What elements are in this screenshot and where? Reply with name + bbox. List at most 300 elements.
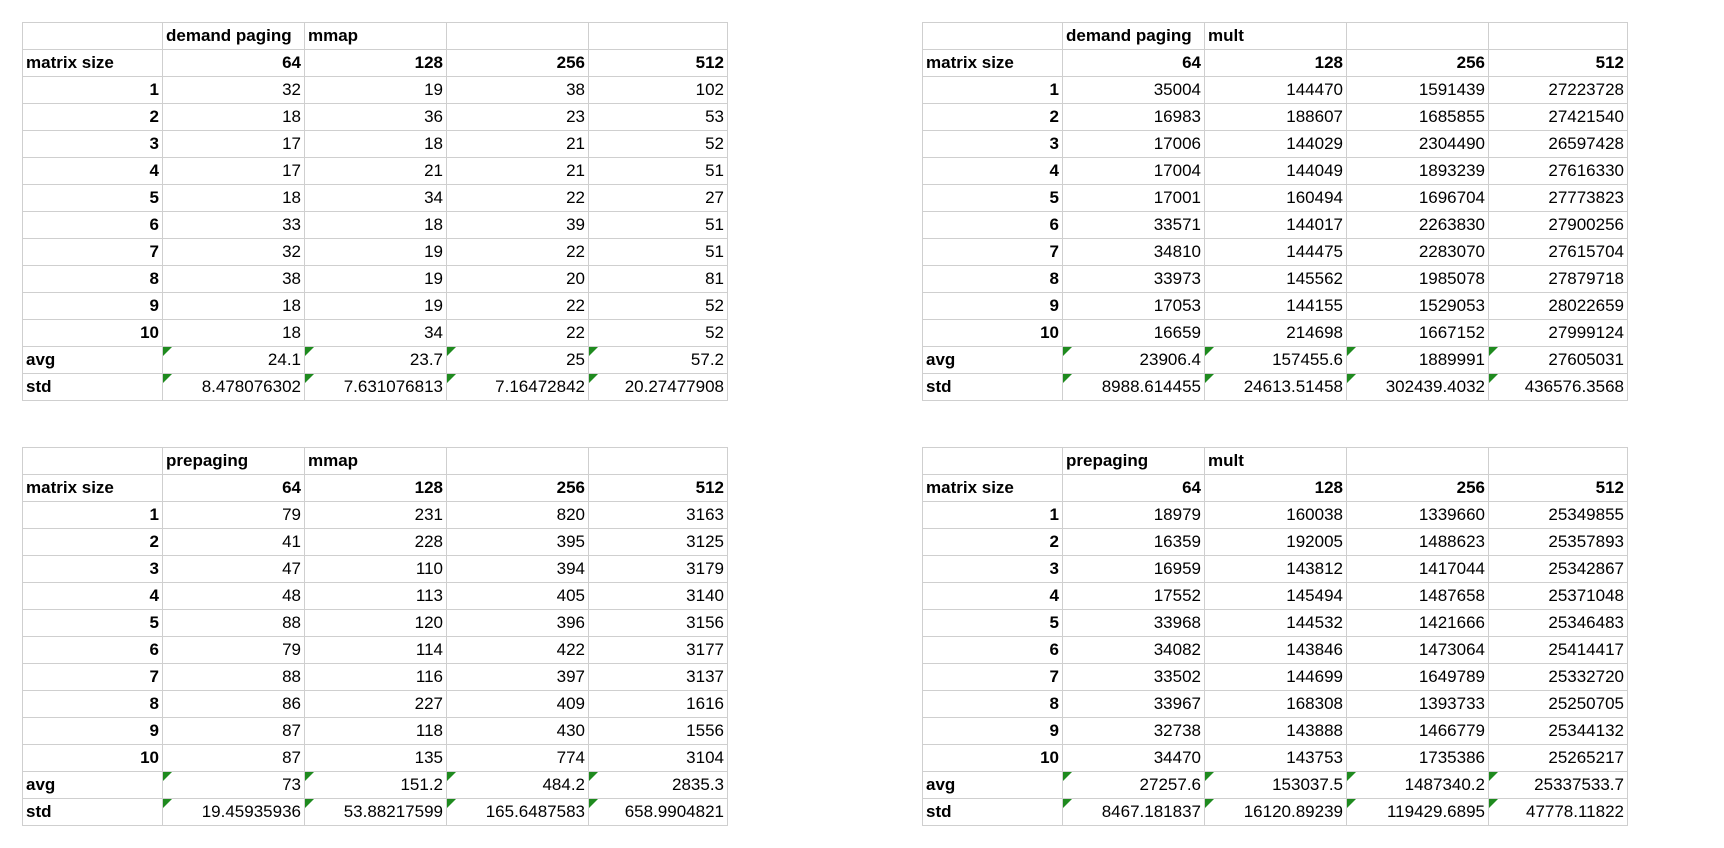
stat-value-cell[interactable]: 157455.6	[1205, 347, 1347, 374]
stat-label-cell[interactable]: avg	[23, 772, 163, 799]
data-cell[interactable]: 160038	[1205, 502, 1347, 529]
data-cell[interactable]: 1667152	[1347, 320, 1489, 347]
data-cell[interactable]: 27	[589, 185, 728, 212]
size-label-cell[interactable]: matrix size	[923, 50, 1063, 77]
data-cell[interactable]: 3163	[589, 502, 728, 529]
stat-value-cell[interactable]: 7.631076813	[305, 374, 447, 401]
stat-value-cell[interactable]: 484.2	[447, 772, 589, 799]
label-cell[interactable]: mmap	[305, 23, 447, 50]
data-cell[interactable]: 3137	[589, 664, 728, 691]
data-cell[interactable]: 33967	[1063, 691, 1205, 718]
run-index-cell[interactable]: 1	[23, 502, 163, 529]
label-row	[23, 23, 728, 50]
run-index-cell[interactable]: 8	[923, 266, 1063, 293]
stat-label-cell[interactable]: std	[23, 374, 163, 401]
data-cell[interactable]: 33973	[1063, 266, 1205, 293]
data-cell[interactable]: 22	[447, 293, 589, 320]
run-index-cell[interactable]: 10	[23, 745, 163, 772]
label-cell[interactable]	[923, 448, 1063, 475]
size-header-cell[interactable]: 64	[1063, 50, 1205, 77]
data-cell[interactable]: 160494	[1205, 185, 1347, 212]
label-cell[interactable]	[1347, 448, 1489, 475]
data-cell[interactable]: 25332720	[1489, 664, 1628, 691]
data-cell[interactable]: 1487658	[1347, 583, 1489, 610]
stat-value-cell[interactable]: 23906.4	[1063, 347, 1205, 374]
data-cell[interactable]: 144532	[1205, 610, 1347, 637]
data-cell[interactable]: 88	[163, 664, 305, 691]
table-row	[923, 691, 1628, 718]
data-cell[interactable]: 38	[447, 77, 589, 104]
run-index-cell[interactable]: 9	[923, 718, 1063, 745]
run-index-cell[interactable]: 10	[923, 745, 1063, 772]
data-cell[interactable]: 87	[163, 718, 305, 745]
run-index-cell[interactable]: 9	[923, 293, 1063, 320]
label-cell[interactable]: prepaging	[163, 448, 305, 475]
data-cell[interactable]: 1696704	[1347, 185, 1489, 212]
data-cell[interactable]: 114	[305, 637, 447, 664]
data-cell[interactable]: 47	[163, 556, 305, 583]
run-index-cell[interactable]: 6	[23, 637, 163, 664]
run-index-cell[interactable]: 7	[923, 239, 1063, 266]
data-cell[interactable]: 21	[447, 131, 589, 158]
data-cell[interactable]: 143812	[1205, 556, 1347, 583]
data-cell[interactable]: 18	[163, 185, 305, 212]
stat-value-cell[interactable]: 24613.51458	[1205, 374, 1347, 401]
data-cell[interactable]: 1685855	[1347, 104, 1489, 131]
stat-value-cell[interactable]: 8988.614455	[1063, 374, 1205, 401]
stat-value-cell[interactable]: 16120.89239	[1205, 799, 1347, 826]
table-row	[23, 583, 728, 610]
run-index-cell[interactable]: 7	[23, 664, 163, 691]
label-cell[interactable]	[589, 448, 728, 475]
data-cell[interactable]: 102	[589, 77, 728, 104]
data-cell[interactable]: 143846	[1205, 637, 1347, 664]
data-cell[interactable]: 33	[163, 212, 305, 239]
size-header-cell[interactable]: 256	[447, 475, 589, 502]
data-cell[interactable]: 396	[447, 610, 589, 637]
data-cell[interactable]: 118	[305, 718, 447, 745]
data-cell[interactable]: 35004	[1063, 77, 1205, 104]
size-header-cell[interactable]: 256	[1347, 475, 1489, 502]
data-cell[interactable]: 18979	[1063, 502, 1205, 529]
data-cell[interactable]: 27223728	[1489, 77, 1628, 104]
stat-value-cell[interactable]: 25337533.7	[1489, 772, 1628, 799]
stat-value-cell[interactable]: 19.45935936	[163, 799, 305, 826]
run-index-cell[interactable]: 7	[23, 239, 163, 266]
data-cell[interactable]: 397	[447, 664, 589, 691]
label-cell[interactable]: mmap	[305, 448, 447, 475]
stat-value-cell[interactable]: 1889991	[1347, 347, 1489, 374]
stat-label-cell[interactable]: std	[923, 799, 1063, 826]
data-cell[interactable]: 422	[447, 637, 589, 664]
data-cell[interactable]: 18	[305, 131, 447, 158]
data-cell[interactable]: 1649789	[1347, 664, 1489, 691]
label-cell[interactable]: mult	[1205, 23, 1347, 50]
table-row	[923, 718, 1628, 745]
run-index-cell[interactable]: 5	[23, 185, 163, 212]
data-cell[interactable]: 2283070	[1347, 239, 1489, 266]
data-cell[interactable]: 1473064	[1347, 637, 1489, 664]
data-cell[interactable]: 19	[305, 266, 447, 293]
data-cell[interactable]: 26597428	[1489, 131, 1628, 158]
data-cell[interactable]: 28022659	[1489, 293, 1628, 320]
data-cell[interactable]: 22	[447, 320, 589, 347]
data-cell[interactable]: 145562	[1205, 266, 1347, 293]
data-cell[interactable]: 1417044	[1347, 556, 1489, 583]
size-header-cell[interactable]: 128	[305, 50, 447, 77]
data-cell[interactable]: 1421666	[1347, 610, 1489, 637]
data-cell[interactable]: 51	[589, 158, 728, 185]
stat-label-cell[interactable]: avg	[923, 772, 1063, 799]
data-cell[interactable]: 2263830	[1347, 212, 1489, 239]
data-cell[interactable]: 27616330	[1489, 158, 1628, 185]
size-label-cell[interactable]: matrix size	[23, 50, 163, 77]
data-cell[interactable]: 17004	[1063, 158, 1205, 185]
run-index-cell[interactable]: 2	[923, 529, 1063, 556]
data-cell[interactable]: 405	[447, 583, 589, 610]
run-index-cell[interactable]: 9	[23, 718, 163, 745]
table-row	[23, 502, 728, 529]
run-index-cell[interactable]: 4	[923, 583, 1063, 610]
data-cell[interactable]: 143888	[1205, 718, 1347, 745]
label-cell[interactable]	[589, 23, 728, 50]
data-cell[interactable]: 110	[305, 556, 447, 583]
stat-label-cell[interactable]: std	[23, 799, 163, 826]
data-cell[interactable]: 41	[163, 529, 305, 556]
data-cell[interactable]: 144470	[1205, 77, 1347, 104]
run-index-cell[interactable]: 1	[23, 77, 163, 104]
table-row	[23, 610, 728, 637]
stat-value-cell[interactable]: 151.2	[305, 772, 447, 799]
run-index-cell[interactable]: 4	[23, 158, 163, 185]
table-row	[23, 529, 728, 556]
table-row	[23, 131, 728, 158]
data-cell[interactable]: 144049	[1205, 158, 1347, 185]
run-index-cell[interactable]: 3	[923, 556, 1063, 583]
run-index-cell[interactable]: 8	[23, 266, 163, 293]
size-header-cell[interactable]: 512	[1489, 50, 1628, 77]
data-cell[interactable]: 17001	[1063, 185, 1205, 212]
data-cell[interactable]: 17	[163, 131, 305, 158]
size-header-row	[923, 475, 1628, 502]
table-row	[23, 718, 728, 745]
data-cell[interactable]: 79	[163, 502, 305, 529]
stat-value-cell[interactable]: 8.478076302	[163, 374, 305, 401]
data-cell[interactable]: 86	[163, 691, 305, 718]
data-cell[interactable]: 18	[163, 104, 305, 131]
stat-value-cell[interactable]: 25	[447, 347, 589, 374]
data-cell[interactable]: 135	[305, 745, 447, 772]
stat-value-cell[interactable]: 20.27477908	[589, 374, 728, 401]
stat-label-cell[interactable]: avg	[23, 347, 163, 374]
data-cell[interactable]: 228	[305, 529, 447, 556]
data-cell[interactable]: 27879718	[1489, 266, 1628, 293]
stat-value-cell[interactable]: 27605031	[1489, 347, 1628, 374]
size-header-cell[interactable]: 512	[589, 475, 728, 502]
run-index-cell[interactable]: 5	[23, 610, 163, 637]
data-cell[interactable]: 32	[163, 77, 305, 104]
data-cell[interactable]: 25349855	[1489, 502, 1628, 529]
size-header-cell[interactable]: 64	[1063, 475, 1205, 502]
label-cell[interactable]: prepaging	[1063, 448, 1205, 475]
size-header-cell[interactable]: 64	[163, 50, 305, 77]
stat-value-cell[interactable]: 53.88217599	[305, 799, 447, 826]
data-cell[interactable]: 394	[447, 556, 589, 583]
data-cell[interactable]: 168308	[1205, 691, 1347, 718]
data-cell[interactable]: 19	[305, 293, 447, 320]
data-cell[interactable]: 22	[447, 239, 589, 266]
label-cell[interactable]	[23, 448, 163, 475]
label-cell[interactable]	[447, 23, 589, 50]
stat-value-cell[interactable]: 658.9904821	[589, 799, 728, 826]
data-cell[interactable]: 33502	[1063, 664, 1205, 691]
data-cell[interactable]: 25250705	[1489, 691, 1628, 718]
data-cell[interactable]: 27421540	[1489, 104, 1628, 131]
label-cell[interactable]	[447, 448, 589, 475]
data-cell[interactable]: 820	[447, 502, 589, 529]
label-cell[interactable]: mult	[1205, 448, 1347, 475]
data-cell[interactable]: 1339660	[1347, 502, 1489, 529]
run-index-cell[interactable]: 2	[923, 104, 1063, 131]
label-cell[interactable]: demand paging	[1063, 23, 1205, 50]
run-index-cell[interactable]: 9	[23, 293, 163, 320]
data-cell[interactable]: 39	[447, 212, 589, 239]
data-cell[interactable]: 17006	[1063, 131, 1205, 158]
data-cell[interactable]: 25357893	[1489, 529, 1628, 556]
data-cell[interactable]: 23	[447, 104, 589, 131]
data-cell[interactable]: 38	[163, 266, 305, 293]
stat-value-cell[interactable]: 23.7	[305, 347, 447, 374]
data-cell[interactable]: 227	[305, 691, 447, 718]
data-cell[interactable]: 88	[163, 610, 305, 637]
data-cell[interactable]: 214698	[1205, 320, 1347, 347]
stat-value-cell[interactable]: 24.1	[163, 347, 305, 374]
data-cell[interactable]: 145494	[1205, 583, 1347, 610]
label-cell[interactable]	[23, 23, 163, 50]
data-cell[interactable]: 27615704	[1489, 239, 1628, 266]
data-cell[interactable]: 16359	[1063, 529, 1205, 556]
run-index-cell[interactable]: 3	[23, 556, 163, 583]
run-index-cell[interactable]: 6	[923, 637, 1063, 664]
label-cell[interactable]	[1347, 23, 1489, 50]
stat-value-cell[interactable]: 57.2	[589, 347, 728, 374]
run-index-cell[interactable]: 10	[23, 320, 163, 347]
data-cell[interactable]: 32	[163, 239, 305, 266]
stat-value-cell[interactable]: 47778.11822	[1489, 799, 1628, 826]
data-cell[interactable]: 16959	[1063, 556, 1205, 583]
data-cell[interactable]: 52	[589, 320, 728, 347]
data-cell[interactable]: 120	[305, 610, 447, 637]
data-cell[interactable]: 113	[305, 583, 447, 610]
run-index-cell[interactable]: 1	[923, 502, 1063, 529]
size-label-cell[interactable]: matrix size	[23, 475, 163, 502]
table-row	[23, 266, 728, 293]
table-row	[923, 239, 1628, 266]
stat-value-cell[interactable]: 27257.6	[1063, 772, 1205, 799]
size-label-cell[interactable]: matrix size	[923, 475, 1063, 502]
data-cell[interactable]: 18	[163, 293, 305, 320]
table-row	[23, 556, 728, 583]
run-index-cell[interactable]: 5	[923, 610, 1063, 637]
size-header-cell[interactable]: 512	[1489, 475, 1628, 502]
table-row	[23, 637, 728, 664]
run-index-cell[interactable]: 2	[23, 529, 163, 556]
size-header-cell[interactable]: 256	[1347, 50, 1489, 77]
data-cell[interactable]: 32738	[1063, 718, 1205, 745]
data-cell[interactable]: 51	[589, 212, 728, 239]
run-index-cell[interactable]: 4	[923, 158, 1063, 185]
data-cell[interactable]: 1735386	[1347, 745, 1489, 772]
data-cell[interactable]: 116	[305, 664, 447, 691]
table-row	[23, 212, 728, 239]
stat-value-cell[interactable]: 302439.4032	[1347, 374, 1489, 401]
data-cell[interactable]: 430	[447, 718, 589, 745]
data-cell[interactable]: 3125	[589, 529, 728, 556]
data-cell[interactable]: 18	[305, 212, 447, 239]
label-cell[interactable]	[923, 23, 1063, 50]
stat-row	[23, 799, 728, 826]
data-cell[interactable]: 33968	[1063, 610, 1205, 637]
size-header-cell[interactable]: 64	[163, 475, 305, 502]
data-cell[interactable]: 25414417	[1489, 637, 1628, 664]
data-cell[interactable]: 20	[447, 266, 589, 293]
run-index-cell[interactable]: 10	[923, 320, 1063, 347]
data-cell[interactable]: 25265217	[1489, 745, 1628, 772]
data-cell[interactable]: 144017	[1205, 212, 1347, 239]
run-index-cell[interactable]: 1	[923, 77, 1063, 104]
data-cell[interactable]: 27773823	[1489, 185, 1628, 212]
size-header-cell[interactable]: 512	[589, 50, 728, 77]
data-cell[interactable]: 3177	[589, 637, 728, 664]
stat-label-cell[interactable]: std	[923, 374, 1063, 401]
size-header-row	[23, 475, 728, 502]
run-index-cell[interactable]: 2	[23, 104, 163, 131]
data-cell[interactable]: 1616	[589, 691, 728, 718]
data-cell[interactable]: 18	[163, 320, 305, 347]
data-cell[interactable]: 21	[305, 158, 447, 185]
data-cell[interactable]: 1393733	[1347, 691, 1489, 718]
stat-value-cell[interactable]: 73	[163, 772, 305, 799]
run-index-cell[interactable]: 5	[923, 185, 1063, 212]
data-cell[interactable]: 79	[163, 637, 305, 664]
data-cell[interactable]: 144699	[1205, 664, 1347, 691]
data-cell[interactable]: 34470	[1063, 745, 1205, 772]
data-cell[interactable]: 2304490	[1347, 131, 1489, 158]
data-cell[interactable]: 25344132	[1489, 718, 1628, 745]
data-cell[interactable]: 87	[163, 745, 305, 772]
data-cell[interactable]: 25342867	[1489, 556, 1628, 583]
run-index-cell[interactable]: 8	[923, 691, 1063, 718]
data-cell[interactable]: 143753	[1205, 745, 1347, 772]
data-cell[interactable]: 1529053	[1347, 293, 1489, 320]
run-index-cell[interactable]: 6	[923, 212, 1063, 239]
run-index-cell[interactable]: 6	[23, 212, 163, 239]
stat-value-cell[interactable]: 1487340.2	[1347, 772, 1489, 799]
run-index-cell[interactable]: 3	[23, 131, 163, 158]
data-cell[interactable]: 3179	[589, 556, 728, 583]
data-cell[interactable]: 52	[589, 293, 728, 320]
data-cell[interactable]: 34	[305, 320, 447, 347]
size-header-cell[interactable]: 128	[1205, 50, 1347, 77]
label-cell[interactable]: demand paging	[163, 23, 305, 50]
data-cell[interactable]: 34082	[1063, 637, 1205, 664]
data-cell[interactable]: 1985078	[1347, 266, 1489, 293]
data-cell[interactable]: 1893239	[1347, 158, 1489, 185]
stat-value-cell[interactable]: 119429.6895	[1347, 799, 1489, 826]
data-cell[interactable]: 27900256	[1489, 212, 1628, 239]
run-index-cell[interactable]: 7	[923, 664, 1063, 691]
run-index-cell[interactable]: 4	[23, 583, 163, 610]
data-cell[interactable]: 144475	[1205, 239, 1347, 266]
data-cell[interactable]: 144155	[1205, 293, 1347, 320]
data-cell[interactable]: 774	[447, 745, 589, 772]
data-cell[interactable]: 53	[589, 104, 728, 131]
data-cell[interactable]: 21	[447, 158, 589, 185]
data-cell[interactable]: 34810	[1063, 239, 1205, 266]
data-cell[interactable]: 25346483	[1489, 610, 1628, 637]
stat-value-cell[interactable]: 8467.181837	[1063, 799, 1205, 826]
size-header-cell[interactable]: 128	[305, 475, 447, 502]
run-index-cell[interactable]: 3	[923, 131, 1063, 158]
data-cell[interactable]: 52	[589, 131, 728, 158]
data-cell[interactable]: 192005	[1205, 529, 1347, 556]
data-cell[interactable]: 34	[305, 185, 447, 212]
label-cell[interactable]	[1489, 23, 1628, 50]
run-index-cell[interactable]: 8	[23, 691, 163, 718]
data-cell[interactable]: 17053	[1063, 293, 1205, 320]
size-header-cell[interactable]: 256	[447, 50, 589, 77]
table-row	[923, 266, 1628, 293]
stat-value-cell[interactable]: 436576.3568	[1489, 374, 1628, 401]
data-cell[interactable]: 188607	[1205, 104, 1347, 131]
data-cell[interactable]: 48	[163, 583, 305, 610]
data-cell[interactable]: 3104	[589, 745, 728, 772]
data-cell[interactable]: 3156	[589, 610, 728, 637]
table-row	[923, 212, 1628, 239]
table-row	[923, 77, 1628, 104]
size-header-cell[interactable]: 128	[1205, 475, 1347, 502]
data-cell[interactable]: 231	[305, 502, 447, 529]
data-cell[interactable]: 51	[589, 239, 728, 266]
data-cell[interactable]: 81	[589, 266, 728, 293]
data-cell[interactable]: 25371048	[1489, 583, 1628, 610]
data-cell[interactable]: 3140	[589, 583, 728, 610]
data-cell[interactable]: 1591439	[1347, 77, 1489, 104]
data-cell[interactable]: 144029	[1205, 131, 1347, 158]
data-cell[interactable]: 33571	[1063, 212, 1205, 239]
stat-value-cell[interactable]: 7.16472842	[447, 374, 589, 401]
label-cell[interactable]	[1489, 448, 1628, 475]
data-cell[interactable]: 1556	[589, 718, 728, 745]
stat-label-cell[interactable]: avg	[923, 347, 1063, 374]
data-cell[interactable]: 36	[305, 104, 447, 131]
data-cell[interactable]: 22	[447, 185, 589, 212]
data-cell[interactable]: 409	[447, 691, 589, 718]
data-cell[interactable]: 19	[305, 77, 447, 104]
data-cell[interactable]: 17552	[1063, 583, 1205, 610]
stat-value-cell[interactable]: 153037.5	[1205, 772, 1347, 799]
stat-value-cell[interactable]: 165.6487583	[447, 799, 589, 826]
data-cell[interactable]: 16983	[1063, 104, 1205, 131]
data-cell[interactable]: 27999124	[1489, 320, 1628, 347]
data-cell[interactable]: 1488623	[1347, 529, 1489, 556]
stat-value-cell[interactable]: 2835.3	[589, 772, 728, 799]
data-cell[interactable]: 395	[447, 529, 589, 556]
data-cell[interactable]: 17	[163, 158, 305, 185]
data-cell[interactable]: 16659	[1063, 320, 1205, 347]
data-cell[interactable]: 1466779	[1347, 718, 1489, 745]
data-cell[interactable]: 19	[305, 239, 447, 266]
